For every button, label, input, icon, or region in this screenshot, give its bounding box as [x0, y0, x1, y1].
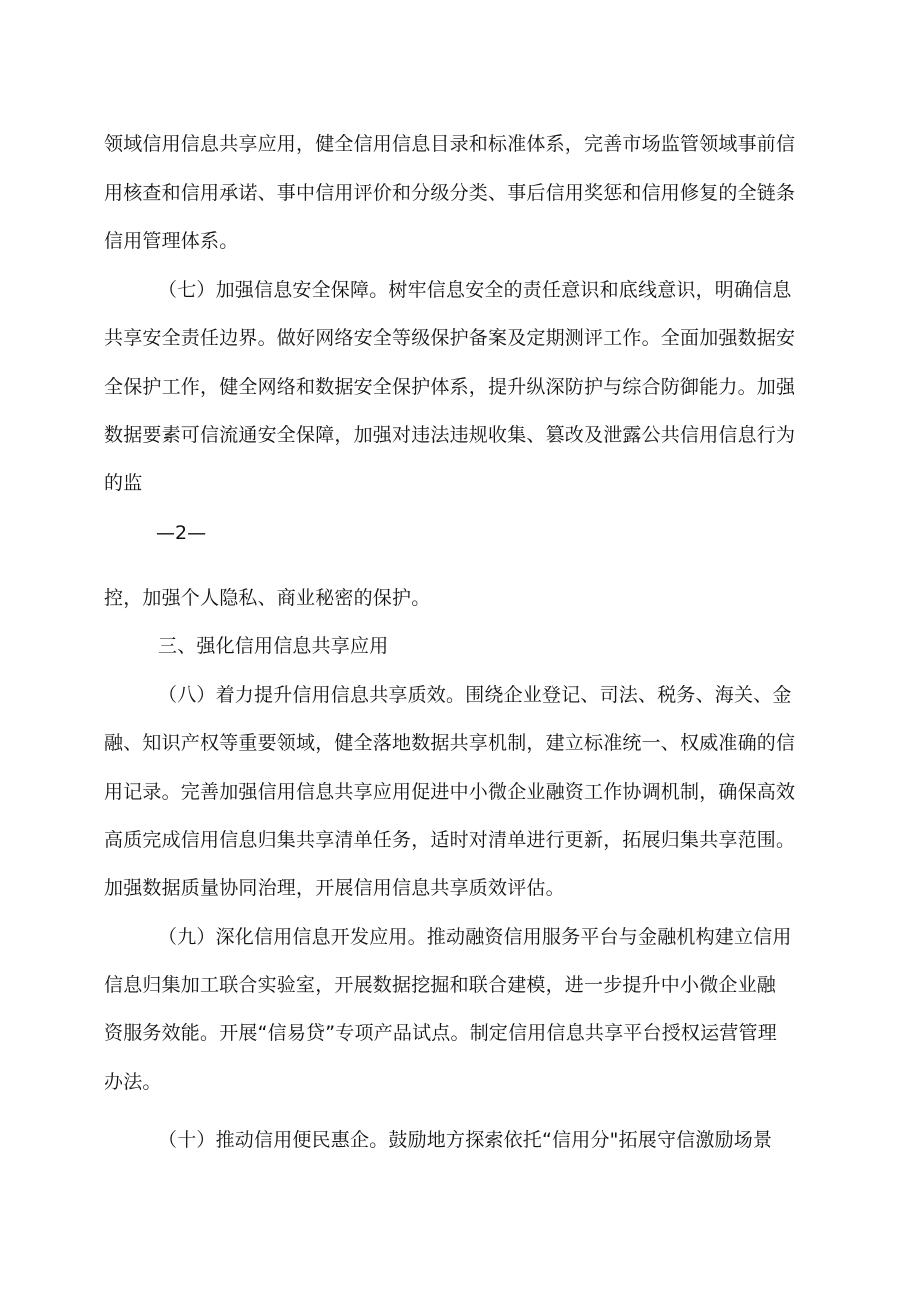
text-line: 办法。 — [104, 1071, 162, 1093]
text-line: 共享安全责任边界。做好网络安全等级保护备案及定期测评工作。全面加强数据安 — [104, 327, 796, 349]
text-line: 加强数据质量协同治理，开展信用信息共享质效评估。 — [104, 877, 565, 899]
section-heading-9: （九）深化信用信息开发应用。推动融资信用服务平台与金融机构建立信用 — [158, 926, 792, 948]
section-title-3: 三、强化信用信息共享应用 — [158, 635, 389, 657]
text-line: 信用管理体系。 — [104, 230, 239, 252]
page-number: —2— — [156, 522, 207, 544]
text-line: 融、知识产权等重要领域，健全落地数据共享机制，建立标准统一、权威准确的信 — [104, 732, 796, 754]
text-line: 信息归集加工联合实验室，开展数据挖掘和联合建模，进一步提升中小微企业融 — [104, 974, 777, 996]
text-line: 全保护工作，健全网络和数据安全保护体系，提升纵深防护与综合防御能力。加强 — [104, 376, 796, 398]
section-heading-8: （八）着力提升信用信息共享质效。围绕企业登记、司法、税务、海关、金 — [158, 684, 792, 706]
text-line: 高质完成信用信息归集共享清单任务，适时对清单进行更新，拓展归集共享范围。 — [104, 829, 796, 851]
text-line: 控，加强个人隐私、商业秘密的保护。 — [104, 587, 431, 609]
text-line: 资服务效能。开展“信易贷”专项产品试点。制定信用信息共享平台授权运营管理 — [104, 1022, 777, 1044]
text-line: 用核查和信用承诺、事中信用评价和分级分类、事后信用奖惩和信用修复的全链条 — [104, 182, 796, 204]
text-line: 领域信用信息共享应用，健全信用信息目录和标准体系，完善市场监管领域事前信 — [104, 133, 796, 155]
text-line: 的监 — [104, 472, 143, 494]
text-line: 数据要素可信流通安全保障，加强对违法违规收集、篡改及泄露公共信用信息行为 — [104, 424, 796, 446]
section-heading-10: （十）推动信用便民惠企。鼓励地方探索依托“信用分"拓展守信激励场景 — [158, 1129, 773, 1151]
section-heading-7: （七）加强信息安全保障。树牢信息安全的责任意识和底线意识，明确信息 — [158, 279, 792, 301]
text-line: 用记录。完善加强信用信息共享应用促进中小微企业融资工作协调机制，确保高效 — [104, 781, 796, 803]
